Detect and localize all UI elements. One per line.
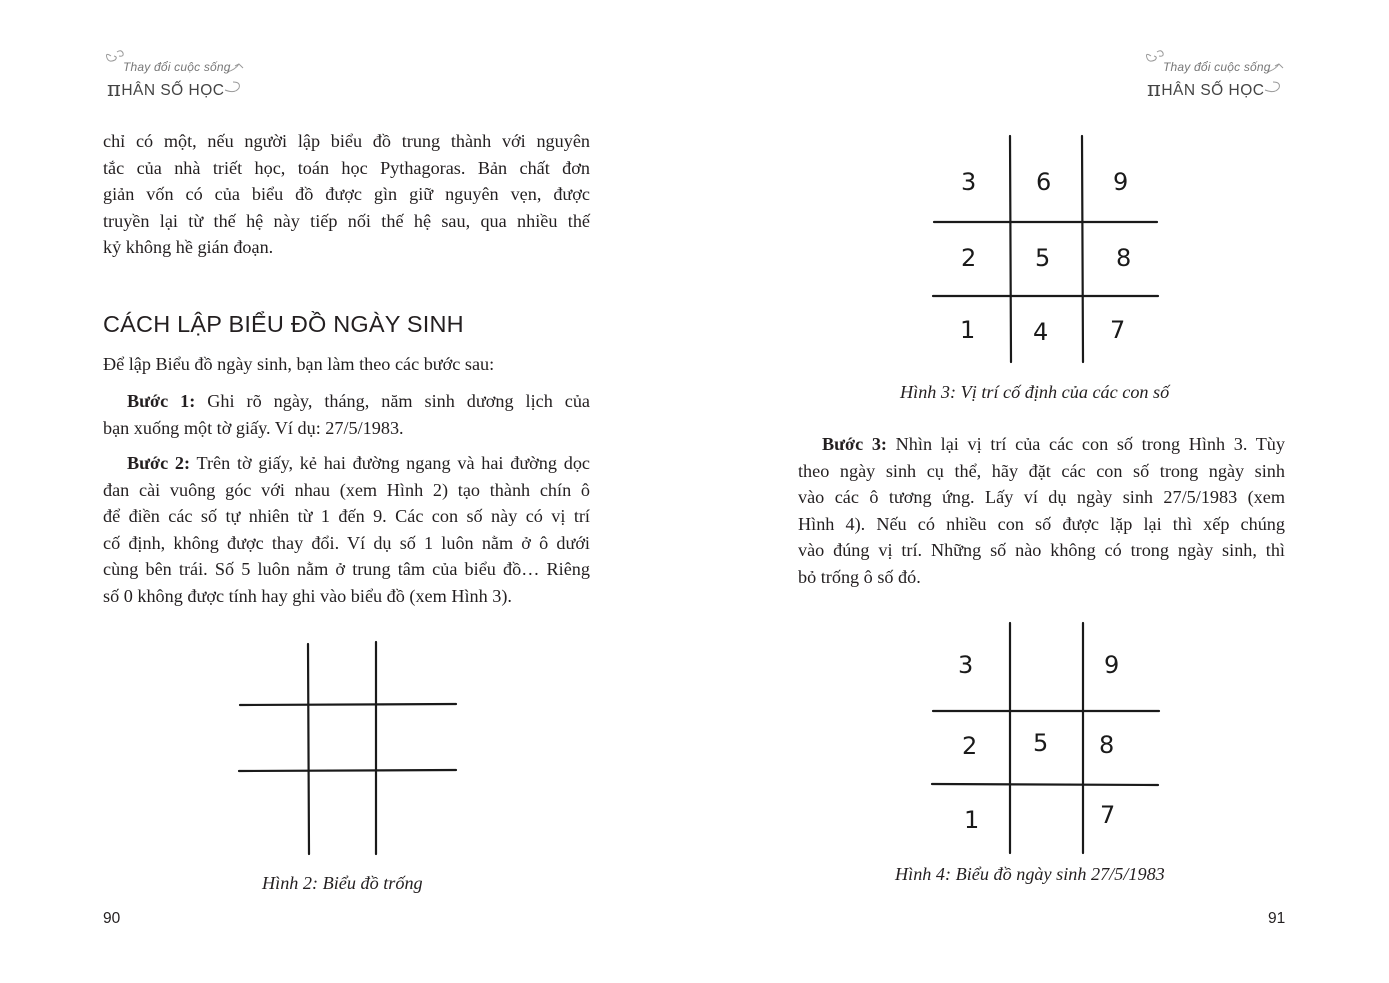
text-line: để điền các số tự nhiên từ 1 đến 9. Các con số này có vị trí — [103, 506, 590, 527]
text-line: số 0 không được tính hay ghi vào biểu đồ (xem Hình 3). — [103, 585, 512, 606]
figure4-birthdate-grid — [930, 621, 1162, 857]
grid-lines — [237, 642, 459, 856]
logo-title — [107, 76, 225, 100]
text-line: chỉ có một, nếu người lập biểu đồ trung thành với nguyên — [103, 131, 590, 151]
step1-label: Bước 1: — [127, 391, 196, 411]
text-line: Hình 4). Nếu có nhiều con số được lặp lại thì xếp chúng — [798, 513, 1285, 534]
step2-paragraph — [103, 450, 590, 610]
grid-cell-2: 2 — [961, 244, 977, 272]
grid-cell-9: 9 — [1104, 651, 1120, 679]
step3-paragraph — [798, 431, 1285, 591]
book-logo-left — [103, 50, 253, 100]
grid-cell-2: 2 — [962, 732, 978, 760]
grid-cell-9: 9 — [1113, 168, 1129, 196]
grid-cell-3: 3 — [958, 651, 974, 679]
grid-cell-8: 8 — [1099, 731, 1115, 759]
grid-cell-1: 1 — [964, 806, 980, 834]
text-line — [103, 388, 590, 415]
page-number-right: 91 — [1268, 910, 1286, 927]
grid-cell-5: 5 — [1035, 244, 1051, 272]
grid-cell-8: 8 — [1116, 244, 1132, 272]
page-number-left: 90 — [103, 910, 121, 927]
grid-cell-5: 5 — [1033, 729, 1049, 757]
text-line: kỷ không hề gián đoạn. — [103, 237, 274, 258]
figure2-caption: Hình 2: Biểu đồ trống — [262, 873, 423, 893]
step2-text: Trên tờ giấy, kẻ hai đường ngang và hai đường dọc — [196, 453, 590, 473]
grid-cell-7: 7 — [1110, 316, 1126, 344]
logo-pi-symbol: π — [107, 77, 122, 101]
intro-paragraph — [103, 128, 590, 261]
logo-title-text: HÂN SỐ HỌC — [121, 82, 225, 99]
step1-text: Ghi rõ ngày, tháng, năm sinh dương lịch của — [207, 391, 590, 411]
logo-title-text: HÂN SỐ HỌC — [1161, 82, 1265, 99]
grid-cell-1: 1 — [960, 316, 976, 344]
text-line: vào các ô tương ứng. Lấy ví dụ ngày sinh 27/5/1983 (xem — [798, 487, 1285, 508]
text-line: bỏ trống ô số đó. — [798, 566, 921, 587]
step1-paragraph — [103, 388, 590, 441]
text-line: cố định, không được thay đổi. Ví dụ số 1 luôn nằm ở ô dưới — [103, 532, 590, 553]
grid-cell-7: 7 — [1100, 801, 1116, 829]
text-line: theo ngày sinh cụ thể, hãy đặt các con số trong ngày sinh — [798, 460, 1285, 481]
text-line: bạn xuống một tờ giấy. Ví dụ: 27/5/1983. — [103, 417, 404, 438]
step3-label: Bước 3: — [822, 434, 887, 454]
grid-cell-3: 3 — [961, 168, 977, 196]
grid-cell-4: 4 — [1033, 318, 1049, 346]
logo-tagline: Thay đổi cuộc sống — [1163, 60, 1271, 74]
grid-cell-6: 6 — [1036, 168, 1052, 196]
logo-pi-symbol: π — [1147, 77, 1162, 101]
section-heading: CÁCH LẬP BIỂU ĐỒ NGÀY SINH — [103, 311, 464, 337]
text-line: vào đúng vị trí. Những số nào không có trong ngày sinh, thì — [798, 540, 1285, 561]
text-line — [103, 450, 590, 477]
step2-label: Bước 2: — [127, 453, 191, 473]
text-line: tắc của nhà triết học, toán học Pythagoras. Bản chất đơn — [103, 157, 590, 178]
instruction-text — [103, 351, 590, 378]
logo-title — [1147, 76, 1265, 100]
text-line: truyền lại từ thế hệ này tiếp nối thế hệ sau, qua nhiều thế — [103, 210, 590, 231]
text-line: giản vốn có của biểu đồ được gìn giữ nguyên vẹn, được — [103, 184, 590, 205]
figure3-caption: Hình 3: Vị trí cố định của các con số — [900, 382, 1170, 402]
figure2-empty-grid — [237, 642, 459, 856]
text-line: cùng bên trái. Số 5 luôn nằm ở trung tâm của biểu đồ… Riêng — [103, 559, 590, 580]
step3-text: Nhìn lại vị trí của các con số trong Hình 3. Tùy — [895, 434, 1285, 454]
book-logo-right — [1143, 50, 1293, 100]
text-line: đan cài vuông góc với nhau (xem Hình 2) tạo thành chín ô — [103, 479, 590, 500]
text-line: Để lập Biểu đồ ngày sinh, bạn làm theo các bước sau: — [103, 354, 495, 374]
text-line — [798, 431, 1285, 458]
figure3-number-grid — [931, 134, 1161, 366]
figure4-caption: Hình 4: Biểu đồ ngày sinh 27/5/1983 — [895, 864, 1165, 884]
logo-tagline: Thay đổi cuộc sống — [123, 60, 231, 74]
